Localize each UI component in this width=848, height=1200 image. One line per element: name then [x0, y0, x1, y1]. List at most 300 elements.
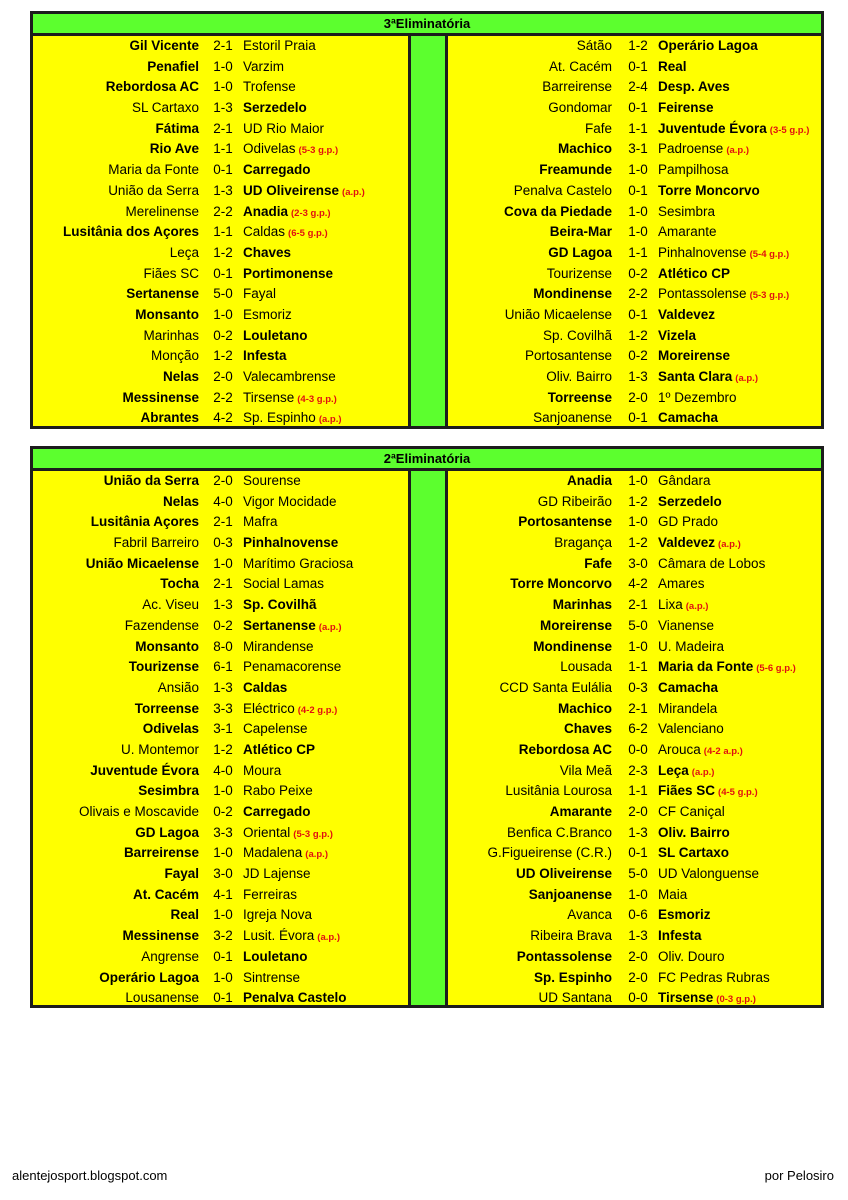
home-team: Sp. Covilhã	[542, 327, 612, 343]
match-row	[448, 388, 821, 409]
home-team: Pontassolense	[516, 948, 612, 964]
away-team: Oriental	[243, 824, 291, 840]
away-team-cell	[658, 947, 725, 968]
match-row	[33, 36, 408, 57]
away-team: Estoril Praia	[243, 38, 316, 53]
away-team-cell	[658, 181, 760, 202]
match-row	[33, 968, 408, 989]
match-note: (4-2 g.p.)	[297, 704, 338, 716]
away-team-cell	[658, 408, 718, 429]
match-note: (5-3 g.p.)	[298, 145, 339, 157]
away-team: Atlético CP	[243, 741, 316, 757]
home-team: União Micaelense	[504, 306, 612, 322]
match-score: 1-1	[213, 141, 233, 157]
away-team: Valdevez	[658, 535, 716, 551]
match-score: 1-3	[213, 182, 233, 198]
away-team-cell	[658, 57, 687, 78]
match-score: 1-2	[628, 38, 648, 53]
away-team-cell	[658, 864, 759, 885]
home-team: Tocha	[160, 576, 199, 592]
match-row	[33, 367, 408, 388]
away-team: UD Rio Maior	[243, 120, 325, 136]
right-results-panel	[445, 36, 824, 429]
away-team-cell	[243, 905, 312, 926]
away-team-cell	[243, 947, 308, 968]
match-note: (2-3 g.p.)	[291, 207, 331, 219]
home-team: At. Cacém	[548, 58, 612, 74]
away-team-cell	[243, 512, 278, 533]
match-row	[33, 657, 408, 678]
footer-site: alentejosport.blogspot.com	[12, 1168, 168, 1183]
left-results-panel	[30, 36, 411, 429]
home-team: Ac. Viseu	[142, 597, 199, 613]
home-team: Messinense	[122, 389, 199, 405]
away-team-cell	[243, 554, 353, 575]
away-team: Santa Clara	[658, 369, 733, 384]
home-team: União da Serra	[108, 182, 199, 198]
match-score: 3-0	[628, 555, 648, 571]
match-score: 1-1	[628, 783, 648, 799]
away-team-cell	[243, 36, 316, 57]
match-score: 1-1	[213, 224, 233, 240]
match-score: 1-2	[628, 493, 648, 509]
away-team: Penamacorense	[243, 659, 342, 675]
match-score: 0-1	[213, 162, 233, 178]
away-team-cell	[658, 492, 722, 513]
away-team-cell	[243, 139, 338, 162]
home-team: Barreirense	[123, 845, 199, 861]
match-note: (4-2 a.p.)	[703, 745, 743, 757]
away-team: Moura	[243, 762, 282, 778]
home-team: Chaves	[563, 721, 612, 737]
home-team: Tourizense	[546, 265, 612, 281]
away-team: Oliv. Douro	[658, 948, 725, 964]
match-row	[33, 284, 408, 305]
match-score: 1-3	[213, 597, 233, 613]
away-team-cell	[658, 761, 714, 784]
match-score: 1-0	[213, 845, 233, 861]
match-row	[33, 512, 408, 533]
match-score: 2-0	[213, 473, 233, 488]
match-note: (a.p.)	[718, 539, 741, 551]
away-team: Mafra	[243, 514, 278, 530]
match-row	[448, 616, 821, 637]
home-team: Sp. Espinho	[533, 969, 612, 985]
away-team-cell	[658, 637, 724, 658]
away-team: Ferreiras	[243, 886, 298, 902]
match-row	[448, 492, 821, 513]
match-score: 1-0	[213, 907, 233, 923]
match-score: 2-0	[213, 369, 233, 384]
match-row	[448, 823, 821, 844]
home-team: Beira-Mar	[549, 224, 612, 240]
away-team: Pinhalnovense	[658, 244, 747, 260]
match-score: 0-2	[213, 617, 233, 633]
match-score: 0-0	[628, 741, 648, 757]
away-team-cell	[243, 781, 313, 802]
away-team-cell	[243, 367, 336, 388]
home-team: Lusitânia Açores	[90, 514, 199, 530]
away-team: Leça	[658, 762, 689, 778]
away-team: Maria da Fonte	[658, 659, 754, 675]
match-note: (6-5 g.p.)	[288, 228, 328, 240]
away-team: Caldas	[243, 224, 286, 240]
away-team-cell	[243, 408, 342, 431]
match-row	[33, 864, 408, 885]
away-team: Amarante	[658, 224, 717, 240]
away-team: UD Valonguense	[658, 866, 760, 882]
away-team: Vigor Mocidade	[243, 493, 337, 509]
away-team: Eléctrico	[243, 700, 295, 716]
match-row	[33, 119, 408, 140]
match-row	[33, 947, 408, 968]
home-team: Monsanto	[135, 638, 199, 654]
match-score: 0-2	[213, 327, 233, 343]
match-score: 1-0	[628, 638, 648, 654]
match-row	[448, 802, 821, 823]
match-score: 1-0	[213, 58, 233, 74]
away-team-cell	[658, 823, 730, 844]
home-team: CCD Santa Eulália	[499, 679, 612, 695]
away-team-cell	[243, 740, 315, 761]
away-team: Fiães SC	[658, 783, 716, 799]
away-team: SL Cartaxo	[658, 845, 730, 861]
match-note: (a.p.)	[318, 621, 342, 633]
round-3-section	[30, 11, 824, 429]
away-team-cell	[243, 968, 300, 989]
home-team: Cova da Piedade	[503, 203, 612, 219]
home-team: Lousanense	[125, 990, 199, 1006]
home-team: Real	[170, 907, 199, 923]
match-row	[448, 657, 821, 678]
match-row	[448, 926, 821, 947]
home-team: Fafe	[584, 120, 612, 136]
away-team: Serzedelo	[243, 100, 307, 116]
home-team: Gil Vicente	[129, 38, 199, 53]
match-row	[33, 905, 408, 926]
match-row	[33, 885, 408, 906]
away-team: Madalena	[243, 845, 303, 861]
match-note: (a.p.)	[735, 373, 758, 384]
match-score: 0-0	[628, 990, 648, 1006]
match-score: 1-0	[213, 79, 233, 95]
home-team: UD Oliveirense	[515, 866, 612, 882]
away-team: Sp. Covilhã	[243, 597, 317, 613]
away-team: Padroense	[658, 141, 724, 157]
away-team-cell	[243, 492, 337, 513]
home-team: Sanjoanense	[528, 886, 612, 902]
match-score: 2-1	[628, 597, 648, 613]
match-score: 1-3	[628, 928, 648, 944]
away-team-cell	[658, 926, 702, 947]
away-team-cell	[658, 346, 730, 367]
home-team: Operário Lagoa	[99, 969, 199, 985]
away-team-cell	[243, 637, 314, 658]
match-score: 2-0	[628, 804, 648, 819]
match-row	[448, 533, 821, 554]
match-note: (a.p.)	[318, 414, 342, 426]
away-team: Camacha	[658, 410, 719, 426]
away-team-cell	[658, 740, 743, 763]
match-row	[33, 926, 408, 947]
home-team: Lousada	[560, 659, 612, 675]
away-team: Tirsense	[658, 990, 714, 1006]
away-team: Chaves	[243, 244, 292, 260]
match-score: 0-2	[628, 265, 648, 281]
away-team: Sintrense	[243, 969, 301, 985]
home-team: Vila Meã	[559, 762, 612, 778]
away-team-cell	[243, 305, 292, 326]
away-team: Esmoriz	[243, 306, 292, 322]
match-score: 6-1	[213, 659, 233, 675]
match-score: 0-1	[628, 100, 648, 116]
home-team: Avanca	[567, 907, 612, 923]
match-score: 2-1	[213, 514, 233, 530]
away-team: Odivelas	[243, 141, 296, 157]
away-team-cell	[243, 388, 337, 411]
match-score: 1-1	[628, 244, 648, 260]
away-team-cell	[658, 905, 711, 926]
match-row	[448, 678, 821, 699]
match-score: 1-2	[213, 348, 233, 364]
match-score: 3-1	[213, 721, 233, 737]
away-team-cell	[243, 471, 301, 492]
match-score: 1-0	[628, 224, 648, 240]
match-score: 1-3	[213, 100, 233, 116]
home-team: Monsanto	[135, 306, 199, 322]
match-score: 2-0	[628, 969, 648, 985]
match-score: 0-3	[628, 679, 648, 695]
match-score: 6-2	[628, 721, 648, 737]
away-team: Sesimbra	[658, 203, 716, 219]
match-score: 8-0	[213, 638, 233, 654]
home-team: Odivelas	[142, 721, 199, 737]
away-team-cell	[658, 98, 714, 119]
away-team: Real	[658, 58, 687, 74]
home-team: Ribeira Brava	[530, 928, 612, 944]
match-score: 3-2	[213, 928, 233, 944]
match-row	[33, 802, 408, 823]
away-team-cell	[243, 222, 328, 245]
away-team-cell	[243, 678, 287, 699]
away-team: U. Madeira	[658, 638, 725, 654]
match-row	[448, 119, 821, 140]
match-score: 2-1	[213, 120, 233, 136]
match-score: 4-2	[628, 576, 648, 592]
away-team: CF Caniçal	[658, 804, 725, 819]
match-score: 2-4	[628, 79, 648, 95]
away-team: Capelense	[243, 721, 308, 737]
away-team: Mirandela	[658, 700, 718, 716]
match-note: (0-3 g.p.)	[716, 994, 756, 1006]
home-team: Sátão	[576, 38, 612, 53]
match-note: (5-3 g.p.)	[293, 828, 333, 840]
match-row	[448, 781, 821, 802]
match-score: 0-1	[628, 845, 648, 861]
home-team: Rebordosa AC	[105, 79, 199, 95]
match-score: 2-0	[628, 389, 648, 405]
match-score: 1-2	[213, 244, 233, 260]
match-row	[33, 761, 408, 782]
away-team: Oliv. Bairro	[658, 824, 730, 840]
match-row	[448, 408, 821, 429]
away-team: Operário Lagoa	[658, 38, 758, 53]
match-score: 2-2	[213, 203, 233, 219]
match-row	[33, 222, 408, 243]
round-2-section	[30, 446, 824, 1008]
match-score: 0-1	[213, 990, 233, 1006]
away-team: Camacha	[658, 679, 719, 695]
away-team: Louletano	[243, 948, 308, 964]
match-note: (5-3 g.p.)	[749, 290, 790, 302]
home-team: Amarante	[549, 804, 612, 819]
match-score: 1-0	[213, 555, 233, 571]
away-team: Feirense	[658, 100, 714, 116]
away-team-cell	[243, 346, 287, 367]
home-team: Fafe	[584, 555, 612, 571]
right-results-panel	[445, 471, 824, 1008]
away-team-cell	[243, 243, 291, 264]
match-row	[448, 98, 821, 119]
home-team: Fiães SC	[143, 265, 199, 281]
home-team: Mondinense	[533, 286, 612, 302]
away-team-cell	[658, 554, 765, 575]
match-row	[448, 326, 821, 347]
away-team: Atlético CP	[658, 265, 731, 281]
match-note: (a.p.)	[726, 145, 750, 157]
away-team-cell	[243, 802, 311, 823]
match-score: 0-3	[213, 535, 233, 551]
away-team: Esmoriz	[658, 907, 711, 923]
match-row	[33, 988, 408, 1009]
away-team: Penalva Castelo	[243, 990, 347, 1006]
home-team: Sertanense	[126, 286, 199, 302]
match-row	[448, 222, 821, 243]
away-team: Torre Moncorvo	[658, 182, 760, 198]
home-team: Monção	[150, 348, 199, 364]
away-team-cell	[658, 284, 789, 307]
away-team-cell	[243, 761, 281, 782]
away-team: Serzedelo	[658, 493, 722, 509]
match-score: 3-1	[628, 141, 648, 157]
home-team: Maria da Fonte	[108, 162, 199, 178]
footer-author: por Pelosiro	[764, 1168, 834, 1183]
home-team: Sanjoanense	[533, 410, 612, 426]
home-team: Machico	[557, 141, 612, 157]
away-team-cell	[658, 616, 714, 637]
away-team-cell	[243, 574, 324, 595]
match-row	[448, 346, 821, 367]
home-team: Fátima	[155, 120, 199, 136]
away-team: Mirandense	[243, 638, 314, 654]
home-team: Bragança	[554, 535, 612, 551]
home-team: Lusitânia dos Açores	[62, 224, 199, 240]
home-team: Anadia	[566, 473, 612, 488]
match-row	[448, 264, 821, 285]
away-team: Trofense	[243, 79, 296, 95]
home-team: Gondomar	[548, 100, 612, 116]
match-score: 0-1	[628, 58, 648, 74]
away-team: Rabo Peixe	[243, 783, 313, 799]
match-score: 1-0	[628, 514, 648, 530]
match-row	[33, 740, 408, 761]
match-row	[33, 719, 408, 740]
away-team-cell	[243, 160, 311, 181]
match-row	[448, 637, 821, 658]
away-team: Tirsense	[243, 389, 295, 405]
away-team: UD Oliveirense	[243, 182, 340, 198]
match-score: 5-0	[213, 286, 233, 302]
away-team-cell	[658, 222, 717, 243]
away-team: Vizela	[658, 327, 697, 343]
match-score: 4-2	[213, 410, 233, 426]
match-note: (a.p.)	[342, 186, 365, 198]
match-score: 1-0	[628, 162, 648, 178]
away-team: Carregado	[243, 162, 311, 178]
away-team: Moreirense	[658, 348, 731, 364]
home-team: Sesimbra	[138, 783, 199, 799]
match-score: 0-1	[628, 410, 648, 426]
match-row	[448, 305, 821, 326]
away-team-cell	[658, 968, 770, 989]
away-team: Maia	[658, 886, 688, 902]
match-row	[448, 554, 821, 575]
away-team: Sertanense	[243, 617, 316, 633]
away-team: Louletano	[243, 327, 308, 343]
match-row	[448, 77, 821, 98]
away-team: Pinhalnovense	[243, 535, 339, 551]
match-row	[33, 616, 408, 637]
away-team-cell	[658, 388, 736, 409]
away-team: Juventude Évora	[658, 120, 767, 136]
match-score: 5-0	[628, 866, 648, 882]
home-team: União da Serra	[103, 473, 199, 488]
match-row	[33, 823, 408, 844]
away-team: Valdevez	[658, 306, 716, 322]
away-team: GD Prado	[658, 514, 719, 530]
match-row	[448, 367, 821, 388]
away-team-cell	[658, 595, 708, 618]
away-team: Infesta	[658, 928, 702, 944]
match-note: (a.p.)	[305, 849, 328, 861]
away-team-cell	[658, 657, 796, 680]
home-team: Merelinense	[125, 203, 199, 219]
match-row	[448, 988, 821, 1009]
match-row	[448, 57, 821, 78]
away-team-cell	[243, 326, 308, 347]
away-team-cell	[243, 284, 276, 305]
home-team: Nelas	[162, 369, 199, 384]
home-team: SL Cartaxo	[131, 100, 199, 116]
home-team: Barreirense	[542, 79, 612, 95]
home-team: Torreense	[134, 700, 199, 716]
away-team-cell	[658, 305, 715, 326]
away-team-cell	[243, 885, 297, 906]
home-team: Freamunde	[539, 162, 612, 178]
match-row	[33, 595, 408, 616]
away-team: Fayal	[243, 286, 277, 302]
match-score: 1-2	[628, 535, 648, 551]
match-row	[448, 471, 821, 492]
away-team-cell	[658, 264, 730, 285]
home-team: Nelas	[162, 493, 199, 509]
home-team: G.Figueirense (C.R.)	[487, 845, 612, 861]
match-score: 2-0	[628, 948, 648, 964]
match-score: 1-0	[628, 203, 648, 219]
match-score: 4-1	[213, 886, 233, 902]
away-team: Lusit. Évora	[243, 928, 315, 944]
away-team-cell	[243, 119, 324, 140]
